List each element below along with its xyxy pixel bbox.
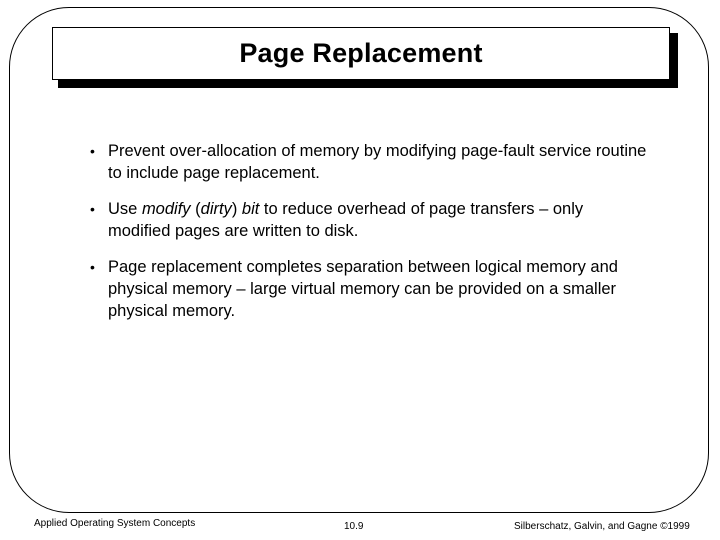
bullet-item [90, 140, 650, 184]
bullet-text: Prevent over-allocation of memory by modifying page-fault service routine to include page replacement. [108, 142, 647, 182]
bullet-text: Page replacement completes separation between logical memory and physical memory – large virtual memory can be provided on a smaller physical memory. [108, 258, 618, 320]
footer-page-number: 10.9 [344, 521, 364, 532]
slide-title: Page Replacement [239, 38, 483, 68]
bullet-item [90, 256, 650, 322]
title-box [52, 27, 670, 80]
footer-course-title: Applied Operating System Concepts [34, 518, 196, 529]
bullet-text [108, 198, 650, 242]
bullet-text-part: ) [231, 200, 242, 218]
term-dirty: dirty [200, 200, 232, 218]
bullet-icon: • [90, 259, 95, 275]
bullet-icon: • [90, 143, 95, 159]
term-bit: bit [241, 200, 260, 218]
bullet-text-part: to reduce overhead of page transfers – only modified pages are written to disk. [108, 200, 584, 240]
bullet-item [90, 198, 650, 242]
footer-copyright: Silberschatz, Galvin, and Gagne ©1999 [514, 521, 690, 532]
bullet-icon: • [90, 201, 95, 217]
bullet-text-part: ( [190, 200, 201, 218]
bullet-text-part: Use [108, 200, 142, 218]
bullet-list [90, 140, 650, 336]
term-modify: modify [141, 200, 191, 218]
